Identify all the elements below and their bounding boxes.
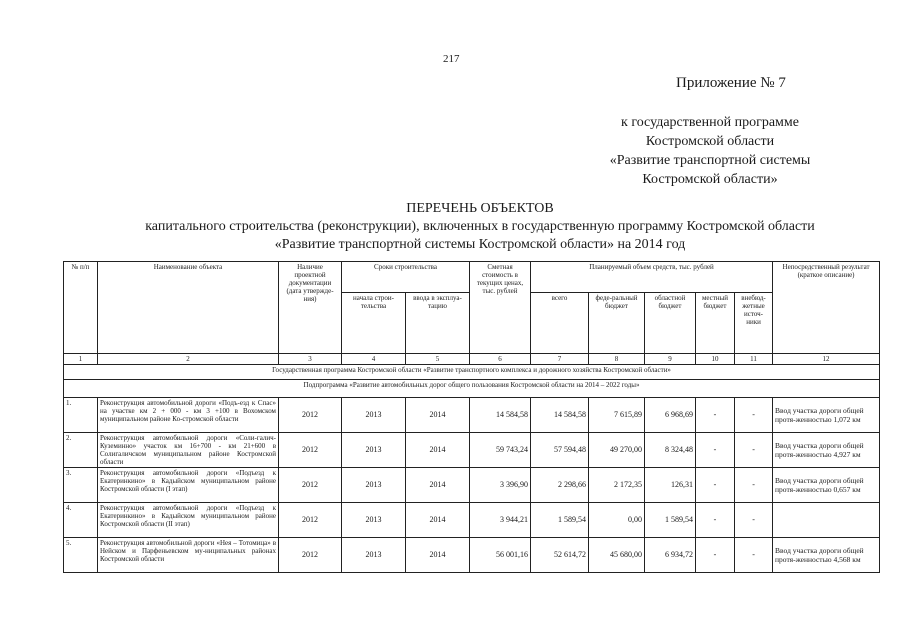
total-funds: 52 614,72 — [531, 538, 589, 573]
end-year: 2014 — [406, 433, 470, 468]
column-number: 3 — [279, 354, 342, 365]
direct-result: Ввод участка дороги общей протя-женностью 0,657 км — [773, 468, 880, 503]
docs-date: 2012 — [279, 433, 342, 468]
column-number: 6 — [470, 354, 531, 365]
subtitle-line: «Развитие транспортной системы — [609, 153, 811, 168]
subtitle-line: к государственной программе — [621, 115, 799, 130]
docs-date: 2012 — [279, 398, 342, 433]
document-title — [100, 200, 860, 254]
objects-table — [63, 261, 880, 573]
column-number: 7 — [531, 354, 589, 365]
column-number: 8 — [589, 354, 645, 365]
header-cost: Сметная стоимость в текущих ценах, тыс. рублей — [470, 262, 531, 354]
header-offbudget: внебюд-жетные источ-ники — [735, 293, 773, 354]
federal-budget: 7 615,89 — [589, 398, 645, 433]
object-name: Реконструкция автомобильной дороги «Соли-галич-Куземинно» участок км 16+700 - км 21+600 в Солигаличском муниципальном районе Костромской области — [98, 433, 279, 468]
column-number: 5 — [406, 354, 470, 365]
appendix-subtitle — [560, 113, 860, 189]
estimated-cost: 3 396,90 — [470, 468, 531, 503]
table-row — [64, 398, 880, 433]
offbudget-sources: - — [735, 503, 773, 538]
page-number: 217 — [443, 53, 460, 65]
header-name: Наименование объекта — [98, 262, 279, 354]
header-result: Непосредственный результат (краткое описание) — [773, 262, 880, 354]
regional-budget: 6 968,69 — [645, 398, 696, 433]
direct-result — [773, 503, 880, 538]
start-year: 2013 — [342, 468, 406, 503]
start-year: 2013 — [342, 398, 406, 433]
row-number: 1. — [64, 398, 98, 433]
estimated-cost: 56 001,16 — [470, 538, 531, 573]
docs-date: 2012 — [279, 538, 342, 573]
regional-budget: 126,31 — [645, 468, 696, 503]
offbudget-sources: - — [735, 398, 773, 433]
total-funds: 14 584,58 — [531, 398, 589, 433]
object-name: Реконструкция автомобильной дороги «Подъ-езд к Спас» на участке км 2 + 000 - км 3 +100 в Вохомском муниципальном районе Ко-стромской области — [98, 398, 279, 433]
offbudget-sources: - — [735, 468, 773, 503]
column-number: 1 — [64, 354, 98, 365]
header-terms: Сроки строительства — [342, 262, 470, 293]
header-local: местный бюджет — [696, 293, 735, 354]
start-year: 2013 — [342, 503, 406, 538]
program-row — [64, 365, 880, 380]
header-federal: феде-ральный бюджет — [589, 293, 645, 354]
header-docs: Наличие проектной документации (дата утвержде-ния) — [279, 262, 342, 354]
table-row — [64, 503, 880, 538]
total-funds: 1 589,54 — [531, 503, 589, 538]
start-year: 2013 — [342, 433, 406, 468]
column-number-row — [64, 354, 880, 365]
end-year: 2014 — [406, 538, 470, 573]
local-budget: - — [696, 468, 735, 503]
header-total: всего — [531, 293, 589, 354]
table-row — [64, 433, 880, 468]
estimated-cost: 59 743,24 — [470, 433, 531, 468]
local-budget: - — [696, 503, 735, 538]
direct-result: Ввод участка дороги общей протя-женностью 1,072 км — [773, 398, 880, 433]
object-name: Реконструкция автомобильной дороги «Подъезд к Екатеринкино» в Кадыйском муниципальном районе Костромской области (II этап) — [98, 503, 279, 538]
header-funds: Планируемый объем средств, тыс. рублей — [531, 262, 773, 293]
direct-result: Ввод участка дороги общей протя-женностью 4,568 км — [773, 538, 880, 573]
header-num: № п/п — [64, 262, 98, 354]
subtitle-line: Костромской области» — [642, 172, 778, 187]
end-year: 2014 — [406, 503, 470, 538]
subprogram-row — [64, 380, 880, 398]
object-name: Реконструкция автомобильной дороги «Подъезд к Екатеринкино» в Кадыйском муниципальном районе Костромской области (I этап) — [98, 468, 279, 503]
regional-budget: 1 589,54 — [645, 503, 696, 538]
header-regional: областной бюджет — [645, 293, 696, 354]
federal-budget: 49 270,00 — [589, 433, 645, 468]
docs-date: 2012 — [279, 503, 342, 538]
total-funds: 2 298,66 — [531, 468, 589, 503]
direct-result: Ввод участка дороги общей протя-женностью 4,927 км — [773, 433, 880, 468]
estimated-cost: 14 584,58 — [470, 398, 531, 433]
row-number: 3. — [64, 468, 98, 503]
start-year: 2013 — [342, 538, 406, 573]
federal-budget: 2 172,35 — [589, 468, 645, 503]
column-number: 9 — [645, 354, 696, 365]
title-line-3: «Развитие транспортной системы Костромской области» на 2014 год — [274, 237, 686, 252]
header-terms-start: начала строи-тельства — [342, 293, 406, 354]
subprogram-name: Подпрограмма «Развитие автомобильных дорог общего пользования Костромской области на 2014 – 2022 годы» — [64, 380, 880, 398]
end-year: 2014 — [406, 398, 470, 433]
local-budget: - — [696, 433, 735, 468]
program-name: Государственная программа Костромской области «Развитие транспортного комплекса и дорожного хозяйства Костромской области» — [64, 365, 880, 380]
title-line-2: капитального строительства (реконструкции), включенных в государственную программу Костромской области — [145, 219, 815, 234]
column-number: 2 — [98, 354, 279, 365]
column-number: 12 — [773, 354, 880, 365]
column-number: 10 — [696, 354, 735, 365]
federal-budget: 0,00 — [589, 503, 645, 538]
column-number: 4 — [342, 354, 406, 365]
object-name: Реконструкция автомобильной дороги «Нея – Тотомица» в Нейском и Парфеньевском му-ниципальных районах Костромской области — [98, 538, 279, 573]
title-line-1: ПЕРЕЧЕНЬ ОБЪЕКТОВ — [406, 201, 554, 216]
offbudget-sources: - — [735, 538, 773, 573]
subtitle-line: Костромской области — [645, 134, 775, 149]
local-budget: - — [696, 538, 735, 573]
federal-budget: 45 680,00 — [589, 538, 645, 573]
header-terms-end: ввода в эксплуа-тацию — [406, 293, 470, 354]
row-number: 4. — [64, 503, 98, 538]
end-year: 2014 — [406, 468, 470, 503]
table-row — [64, 538, 880, 573]
table-row — [64, 468, 880, 503]
docs-date: 2012 — [279, 468, 342, 503]
offbudget-sources: - — [735, 433, 773, 468]
regional-budget: 8 324,48 — [645, 433, 696, 468]
row-number: 5. — [64, 538, 98, 573]
row-number: 2. — [64, 433, 98, 468]
total-funds: 57 594,48 — [531, 433, 589, 468]
regional-budget: 6 934,72 — [645, 538, 696, 573]
estimated-cost: 3 944,21 — [470, 503, 531, 538]
local-budget: - — [696, 398, 735, 433]
appendix-label: Приложение № 7 — [676, 75, 786, 91]
column-number: 11 — [735, 354, 773, 365]
